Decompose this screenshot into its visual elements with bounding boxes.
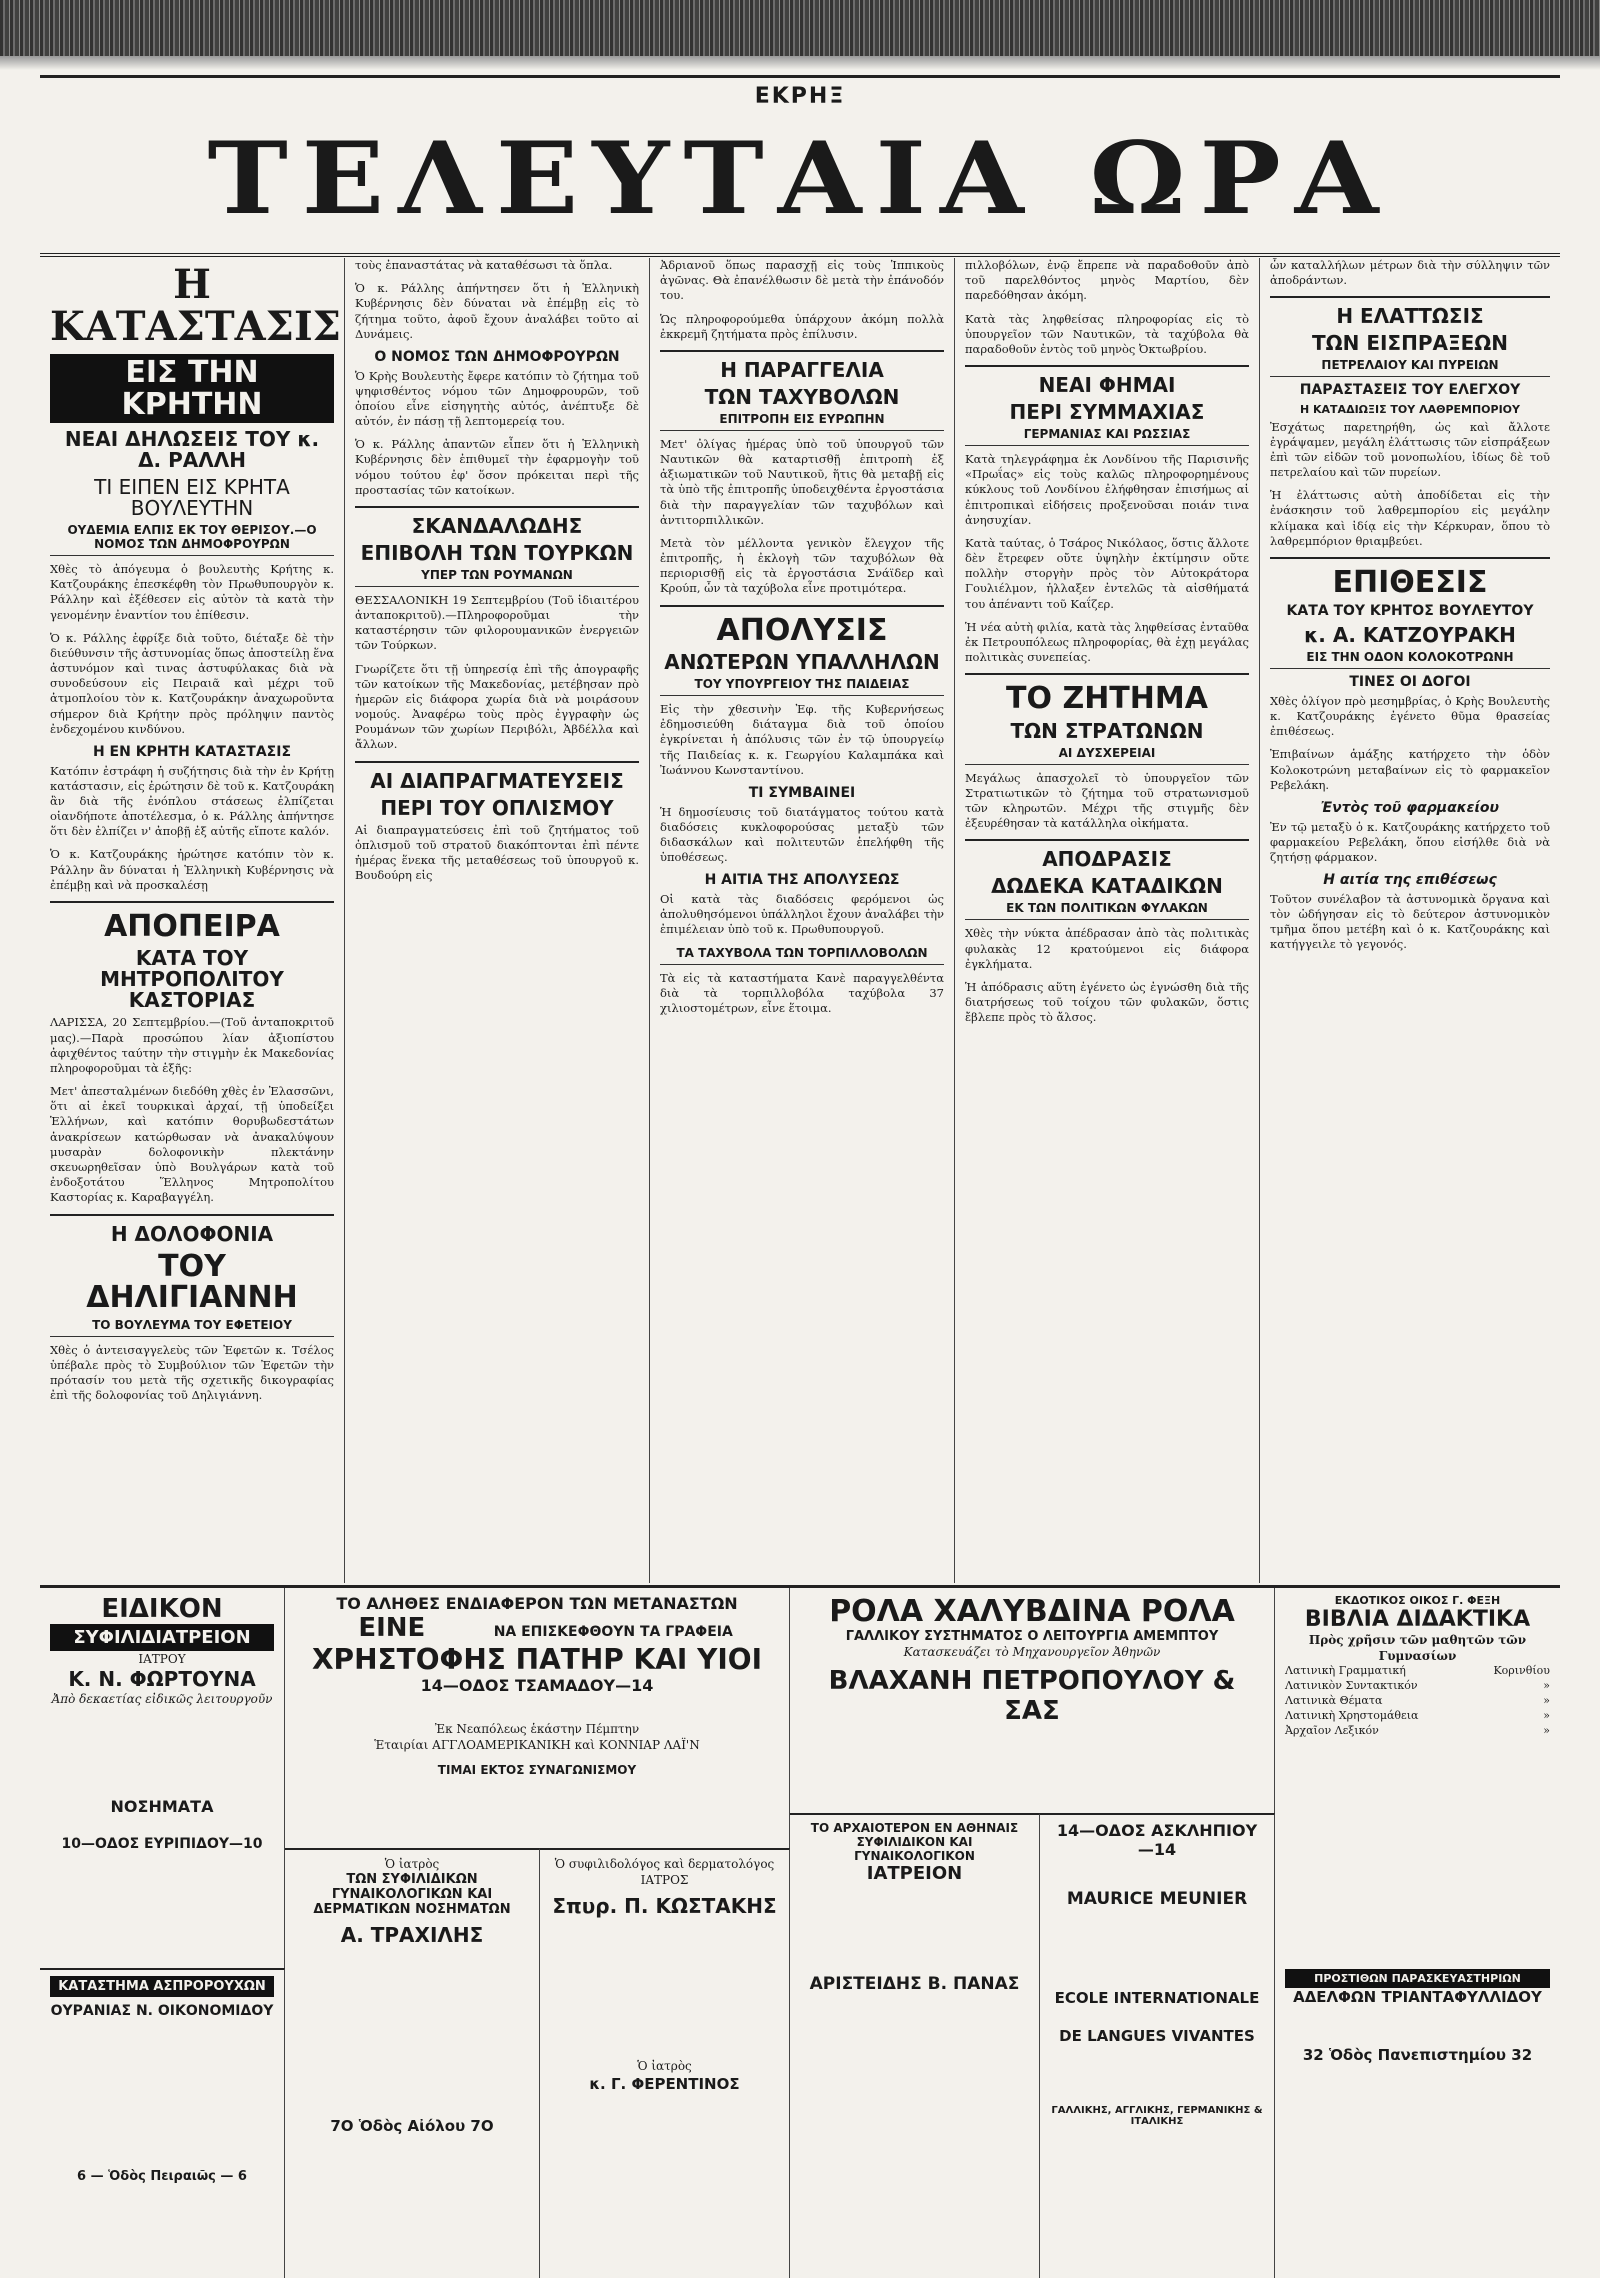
ad-address: 10—ΟΔΟΣ ΕΥΡΙΠΙΔΟΥ—10 <box>61 1836 263 1853</box>
divider <box>50 1214 334 1216</box>
subhead-en-kriti: Η ΕΝ ΚΡΗΤΗ ΚΑΤΑΣΤΑΣΙΣ <box>92 743 292 760</box>
article-paragraph: Ἡ ἀπόδρασις αὕτη ἐγένετο ὡς ἐγνώσθη διὰ τῆς διατρήσεως τοῦ τοίχου τῶν φυλακῶν, ὅστις ἔβλεπε πρὸς τὸ ἄλσος. <box>965 979 1249 1025</box>
article-paragraph: Χθὲς ὁ ἀντεισαγγελεὺς τῶν Ἐφετῶν κ. Τσέλος ὑπέβαλε πρὸς τὸ Συμβούλιον τῶν Ἐφετῶν τὴν πρότασίν του μετὰ τῆς σχετικῆς δικογραφίας ἐπὶ τῆς δολοφονίας τοῦ Δηλιγιάννη. <box>50 1342 334 1403</box>
ad-title: ΤΟ ΑΛΗΘΕΣ ΕΝΔΙΑΦΕΡΟΝ ΤΩΝ ΜΕΤΑΝΑΣΤΩΝ <box>336 1594 738 1613</box>
headline-diapragmateuseis: ΑΙ ΔΙΑΠΡΑΓΜΑΤΕΥΣΕΙΣ <box>370 768 624 793</box>
divider <box>1270 296 1550 298</box>
subhead-fylakon: ΕΚ ΤΩΝ ΠΟΛΙΤΙΚΩΝ ΦΥΛΑΚΩΝ <box>965 901 1249 920</box>
ad-line: ΙΑΤΡΟΥ <box>138 1652 186 1666</box>
ad-name: ΟΥΡΑΝΙΑΣ Ν. ΟΙΚΟΝΟΜΙΔΟΥ <box>50 2003 274 2019</box>
ad-subtitle: ΙΑΤΡΕΙΟΝ <box>866 1863 963 1884</box>
column-3 <box>650 258 955 1583</box>
ad-rola <box>790 1588 1275 1813</box>
subhead-odon: ΕΙΣ ΤΗΝ ΟΔΟΝ ΚΟΛΟΚΟΤΡΩΝΗ <box>1270 650 1550 669</box>
ad-feksis <box>1275 1588 1560 2278</box>
ad-address: 6 — Ὁδὸς Πειραιῶς — 6 <box>77 2169 247 2184</box>
ad-title: ΕΙΔΙΚΟΝ <box>101 1594 223 1624</box>
subhead-aitia-epitheseos: Η αιτία της επιθέσεως <box>1323 872 1497 889</box>
ad-name: Κ. Ν. ΦΩΡΤΟΥΝΑ <box>68 1667 256 1692</box>
paper-tear <box>0 56 1600 70</box>
ad-line: Ἐκ Νεαπόλεως ἑκάστην Πέμπτην <box>434 1722 640 1736</box>
subhead-farmakeiou: Ἐντὸς τοῦ φαρμακείου <box>1320 799 1499 816</box>
headline-oplismou: ΠΕΡΙ ΤΟΥ ΟΠΛΙΣΜΟΥ <box>380 795 614 820</box>
ad-address: 7Ο Ὁδὸς Αἰόλου 7Ο <box>330 2117 494 2136</box>
ad-line: Ὁ συφιλιδολόγος καὶ δερματολόγος ΙΑΤΡΟΣ <box>554 1857 775 1888</box>
book-title: Ἀρχαῖον Λεξικόν <box>1285 1723 1379 1737</box>
ad-syfilidiatreion <box>40 1588 285 1968</box>
divider <box>965 365 1249 367</box>
divider <box>965 673 1249 675</box>
ad-title: ΤΩΝ ΣΥΦΙΛΙΔΙΚΩΝ ΓΥΝΑΙΚΟΛΟΓΙΚΩΝ ΚΑΙ ΔΕΡΜΑΤΙΚΩΝ ΝΟΣΗΜΑΤΩΝ <box>313 1872 511 1918</box>
headline-epithesis: ΕΠΙΘΕΣΙΣ <box>1332 564 1488 600</box>
article-paragraph: ὧν καταλλήλων μέτρων διὰ τὴν σύλληψιν τῶν ἀποδράντων. <box>1270 258 1550 288</box>
book-item <box>1285 1724 1550 1739</box>
ad-address: 14—ΟΔΟΣ ΑΣΚΛΗΠΙΟΥ—14 <box>1056 1821 1258 1859</box>
ad-name: MAURICE MEUNIER <box>1066 1889 1248 1909</box>
ad-name: Α. ΤΡΑΧΙΛΗΣ <box>340 1923 484 1948</box>
article-paragraph: Ἐπιβαίνων ἁμάξης κατήρχετο τὴν ὁδὸν Κολοκοτρώνη μεταβαίνων εἰς τὸ φαρμακεῖον Ρεβελάκη. <box>1270 747 1550 792</box>
ad-subtitle: ΣΥΦΙΛΙΔΙΑΤΡΕΙΟΝ <box>50 1624 274 1651</box>
headline-ypallilon: ΑΝΩΤΕΡΩΝ ΥΠΑΛΛΗΛΩΝ <box>664 650 940 675</box>
column-1 <box>40 258 345 1583</box>
ad-name: ΧΡΗΣΤΟΦΗΣ ΠΑΤΗΡ ΚΑΙ ΥΙΟΙ <box>311 1643 763 1676</box>
subhead-ti-symvainei: ΤΙ ΣΥΜΒΑΙΝΕΙ <box>748 784 856 801</box>
subhead-therisos: ΟΥΔΕΜΙΑ ΕΛΠΙΣ ΕΚ ΤΟΥ ΘΕΡΙΣΟΥ.—Ο ΝΟΜΟΣ ΤΩΝ ΔΗΜΟΦΡΟΥΡΩΝ <box>50 523 334 556</box>
article-paragraph: Ἡ ἐλάττωσις αὐτὴ ἀποδίδεται εἰς τὴν ἐνάσκησιν τοῦ λαθρεμπορίου εἰς μεγάλην κλίμακα καὶ ἰδίᾳ εἰς τὴν Κέρκυραν, ὅπου τὸ λαθρεμπόριον θριαμβεύει. <box>1270 488 1550 548</box>
divider <box>965 839 1249 841</box>
article-paragraph: ΛΑΡΙΣΣΑ, 20 Σεπτεμβρίου.—(Τοῦ ἀνταποκριτοῦ μας).—Παρὰ προσώπου λίαν ἀξιοπίστου ἀφιχθέντος ταύτην τὴν στιγμὴν ἐκ Μακεδονίας πληροφοροῦμαι τὰ ἑξῆς: <box>50 1015 334 1075</box>
headline-diligianni: ΤΟΥ ΔΗΛΙΓΙΑΝΝΗ <box>86 1248 298 1316</box>
subhead-elegxou: ΠΑΡΑΣΤΑΣΕΙΣ ΤΟΥ ΕΛΕΓΧΟΥ <box>1299 382 1521 399</box>
headline-katzouraki: κ. Α. ΚΑΤΖΟΥΡΑΚΗ <box>1304 623 1516 648</box>
headline-katastasis: Η ΚΑΤΑΣΤΑΣΙΣ <box>50 261 341 350</box>
headline-ti-eipen: ΤΙ ΕΙΠΕΝ ΕΙΣ ΚΡΗΤΑ ΒΟΥΛΕΥΤΗΝ <box>94 475 290 520</box>
ad-name: ΑΡΙΣΤΕΙΔΗΣ Β. ΠΑΝΑΣ <box>809 1974 1020 1994</box>
book-title: Λατινικὰ Θέματα <box>1285 1694 1383 1708</box>
ad-line: Ἀπὸ δεκαετίας εἰδικῶς λειτουργοῦν <box>51 1692 273 1707</box>
headline-katadikon: ΔΩΔΕΚΑ ΚΑΤΑΔΙΚΩΝ <box>991 874 1223 899</box>
divider <box>355 761 639 763</box>
book-author: » <box>1543 1708 1550 1722</box>
divider <box>50 901 334 903</box>
article-paragraph: Εἰς τὴν χθεσινὴν Ἐφ. τῆς Κυβερνήσεως ἐδημοσιεύθη διάταγμα διὰ τοῦ ὁποίου ἐγκρίνεται ἡ ἀπόλυσις τῶν ἐν τῷ ὑπουργείῳ τῆς Παιδείας κ. κ. Γεωργίου Καλαμπάκα καὶ Ἰωάννου Κωνσταντίνου. <box>660 702 944 777</box>
ad-line: Ἑταιρίαι ΑΓΓΛΟΑΜΕΡΙΚΑΝΙΚΗ καὶ ΚΟΝΝΙΑΡ ΛΑΪ'Ν <box>374 1738 700 1753</box>
ad-name: ΑΔΕΛΦΩΝ ΤΡΙΑΝΤΑΦΥΛΛΙΔΟΥ <box>1293 1987 1542 2006</box>
ad-meunier <box>1040 1813 1275 2278</box>
headline-kriti: ΕΙΣ ΤΗΝ ΚΡΗΤΗΝ <box>50 354 334 423</box>
article-paragraph: Κατὰ ταύτας, ὁ Τσάρος Νικόλαος, ὅστις ἄλλοτε δὲν ἔτρεφεν οὔτε ὑψηλὴν ἐκτίμησιν οὔτε πολλὴν στοργὴν πρὸς τὸν Αὐτοκράτορα Γουλιέλμον, ἡλλαξεν ἐντελῶς τὰ αἰσθήματά του ἀπέναντι τοῦ Καΐζερ. <box>965 535 1249 611</box>
ad-school: ECOLE INTERNATIONALE <box>1054 1989 1260 2007</box>
column-2 <box>345 258 650 1583</box>
headline-eispraxeon: ΤΩΝ ΕΙΣΠΡΑΞΕΩΝ <box>1311 331 1509 356</box>
article-paragraph: Ἐσχάτως παρετηρήθη, ὡς καὶ ἄλλοτε ἐγράψαμεν, μεγάλη ἐλάττωσις τῶν εἰσπράξεων ἐπὶ τῶν εἰδῶν τοῦ μονοπωλίου, ἰδίως δὲ τοῦ πετρελαίου καὶ τῶν πυρείων. <box>1270 419 1550 480</box>
article-paragraph: Μεγάλως ἀπασχολεῖ τὸ ὑπουργεῖον τῶν Στρατιωτικῶν τὸ ζήτημα τοῦ στρατωνισμοῦ τῶν κληρωτῶν. Μέχρι τῆς στιγμῆς δὲν ἐξευρέθησαν τὰ κατάλληλα οἰκήματα. <box>965 770 1249 831</box>
torn-top-edge <box>0 0 1600 60</box>
article-paragraph: Ἀδριανοῦ ὅπως παρασχῇ εἰς τοὺς Ἱππικοὺς ἀγῶνας. Θὰ ἐπανέλθωσιν δὲ μετὰ τὴν ἐπάνοδόν του. <box>660 258 944 303</box>
subhead-aitia: Η ΑΙΤΙΑ ΤΗΣ ΑΠΟΛΥΣΕΩΣ <box>704 872 900 889</box>
headline-zitima: ΤΟ ΖΗΤΗΜΑ <box>1006 681 1208 717</box>
article-paragraph: Ἐν τῷ μεταξὺ ὁ κ. Κατζουράκης κατήρχετο τοῦ φαρμακείου Ρεβελάκη, ὅπου εἰσήλθε διὰ νὰ ζητήσῃ φάρμακον. <box>1270 819 1550 864</box>
headline-dolofonia: Η ΔΟΛΟΦΟΝΙΑ <box>110 1221 274 1246</box>
ad-traxilis <box>285 1848 540 2278</box>
article-paragraph: Ὁ κ. Κατζουράκης ἠρώτησε κατόπιν τὸν κ. Ράλλην ἂν δύναται ἡ Ἑλληνικὴ Κυβέρνησις νὰ ἐπέμβῃ καὶ νὰ προσκαλέσῃ <box>50 847 334 892</box>
article-paragraph: Χθὲς ὀλίγον πρὸ μεσημβρίας, ὁ Κρὴς Βουλευτὴς κ. Κατζουράκης ἐγένετο θῦμα θρασείας ἐπιθέσεως. <box>1270 693 1550 739</box>
ad-kostakis <box>540 1848 790 2278</box>
ad-subtitle: ΓΑΛΛΙΚΟΥ ΣΥΣΤΗΜΑΤΟΣ Ο ΛΕΙΤΟΥΡΓΙΑ ΑΜΕΜΠΤΟΥ <box>845 1629 1219 1644</box>
article-paragraph: Ὁ Κρὴς Βουλευτὴς ἔφερε κατόπιν τὸ ζήτημα τοῦ ψηφισθέντος νόμου τῶν Δημοφρουρῶν, τοῦ ὁποίου εἶνε εἰσηγητὴς αὐτός, ἀνέπτυξε δὲ αὐτόν, ἐν πάσῃ τῇ λεπτομερείᾳ του. <box>355 368 639 429</box>
book-item <box>1285 1664 1550 1679</box>
ad-school: DE LANGUES VIVANTES <box>1059 2027 1255 2045</box>
article-paragraph: Ὁ κ. Ράλλης ἐφρίξε διὰ τοῦτο, διέταξε δὲ τὴν διεύθυνσιν τῆς ἀστυνομίας ὅπως ἀποστείλῃ ἕνα ἀστυνόμον καὶ τινας ἀστυφύλακας διὰ νὰ συνοδεύσουν εἰς Πειραιᾶ καὶ μέχρι τοῦ ἀτμοπλοίου τὸν κ. Κατζουράκην ἀναχωροῦντα σήμερον διὰ Κρήτην πρὸς πρόληψιν παντὸς ἐνδεχομένου κινδύνου. <box>50 630 335 736</box>
book-item <box>1285 1679 1550 1694</box>
masthead <box>40 75 1560 257</box>
ad-title: ΤΟ ΑΡΧΑΙΟΤΕΡΟΝ ΕΝ ΑΘΗΝΑΙΣ ΣΥΦΙΛΙΔΙΚΟΝ ΚΑΙ ΓΥΝΑΙΚΟΛΟΓΙΚΟΝ <box>810 1821 1019 1863</box>
divider <box>355 506 639 508</box>
article-paragraph: Ἡ νέα αὐτὴ φιλία, κατὰ τὰς ληφθείσας ἐνταῦθα ἐκ Πετρουπόλεως πληροφορίας, θὰ ἐχῃ μεγάλας πολιτικὰς συνεπείας. <box>965 619 1249 665</box>
book-title: Λατινικὴ Χρηστομάθεια <box>1285 1708 1419 1722</box>
ad-line: Πρὸς χρῆσιν τῶν μαθητῶν τῶν Γυμνασίων <box>1308 1633 1527 1664</box>
subhead-logoi: ΤΙΝΕΣ ΟΙ ΔΟΓΟΙ <box>1349 674 1471 691</box>
article-paragraph: Γνωρίζετε ὅτι τῇ ὑπηρεσίᾳ ἐπὶ τῆς ἀπογραφῆς τῶν κατοίκων τῆς Μακεδονίας, μετέβησαν πρὸ ἡμερῶν εἰς διάφορα χωρία διὰ νὰ μοιράσουν νομούς. Ἀναφέρω τοὺς πρὸς ἐγγραφὴν ὡς Ρουμάνων τῶν χωρίων Περιβόλι, Ἀβδέλλα καὶ ἄλλων. <box>355 661 639 752</box>
article-paragraph: τοὺς ἐπαναστάτας νὰ καταθέσωσι τὰ ὅπλα. <box>355 258 613 272</box>
headline-vouleutou: ΚΑΤΑ ΤΟΥ ΚΡΗΤΟΣ ΒΟΥΛΕΥΤΟΥ <box>1286 603 1534 620</box>
article-paragraph: Κατὰ τηλεγράφημα ἐκ Λονδίνου τῆς Παρισινῆς «Πρωΐας» εἰς τοὺς καλῶς πληροφορημένους κύκλους τοῦ Λονδίνου ἐλήφθησαν ἐπισήμως αἱ ἐπιτροπικαὶ εἰδήσεις προξενοῦσαι ποιάν τινα ἀνησυχίαν. <box>965 452 1249 527</box>
headline-dilwseis: ΝΕΑΙ ΔΗΛΩΣΕΙΣ ΤΟΥ κ. Δ. ΡΑΛΛΗ <box>64 427 320 472</box>
headline-apopeira: ΑΠΟΠΕΙΡΑ <box>104 908 280 944</box>
headline-apolysis: ΑΠΟΛΥΣΙΣ <box>716 612 888 648</box>
headline-skandalwdis: ΣΚΑΝΔΑΛΩΔΗΣ <box>411 513 583 538</box>
headline-elattosis: Η ΕΛΑΤΤΩΣΙΣ <box>1336 304 1484 329</box>
ad-name: Σπυρ. Π. ΚΩΣΤΑΚΗΣ <box>552 1894 777 1919</box>
article-paragraph: Οἱ κατὰ τὰς διαδόσεις φερόμενοι ὡς ἀπολυθησόμενοι ὑπάλληλοι ἔχουν ἀναλάβει τὴν ἐπιμέλειαν ὑπὸ τοῦ κ. Πρωθυπουργοῦ. <box>660 892 944 937</box>
ad-title: ΠΡΟΣΤΙΘΩΝ ΠΑΡΑΣΚΕΥΑΣΤΗΡΙΩΝ <box>1285 1969 1550 1988</box>
book-author: » <box>1543 1723 1550 1737</box>
subhead-vouleuma: ΤΟ ΒΟΥΛΕΥΜΑ ΤΟΥ ΕΦΕΤΕΙΟΥ <box>50 1318 334 1337</box>
headline-mitropolitou: ΚΑΤΑ ΤΟΥ ΜΗΤΡΟΠΟΛΙΤΟΥ ΚΑΣΤΟΡΙΑΣ <box>100 946 284 1013</box>
headline-stratonon: ΤΩΝ ΣΤΡΑΤΩΝΩΝ <box>1010 718 1204 743</box>
headline-paraggelia: Η ΠΑΡΑΓΓΕΛΙΑ <box>720 357 884 382</box>
ad-asprorouxon <box>40 1968 285 2278</box>
article-paragraph: Τοῦτον συνέλαβον τὰ ἀστυνομικὰ ὄργανα καὶ τὸν ὡδήγησαν εἰς τὸ δεύτερον ἀστυνομικὸν τμῆμα ὅπου μετέβη καὶ ὁ κ. Κατζουράκης καὶ κατήγγειλε τὸ γεγονός. <box>1270 891 1550 952</box>
article-paragraph: Κατὰ τὰς ληφθείσας πληροφορίας εἰς τὸ ὑπουργεῖον τῶν Ναυτικῶν, τὰ ταχύβολα θὰ παραδοθοῦν ἐντὸς τοῦ μηνὸς Ὀκτωβρίου. <box>965 311 1249 356</box>
ad-line: ΝΟΣΗΜΑΤΑ <box>110 1797 214 1817</box>
ad-title: ΚΑΤΑΣΤΗΜΑ ΑΣΠΡΟΡΟΥΧΩΝ <box>50 1976 274 1997</box>
ad-name: κ. Γ. ΦΕΡΕΝΤΙΝΟΣ <box>589 2074 740 2093</box>
book-author: Κορινθίου <box>1493 1664 1550 1678</box>
ad-line: Κατασκευάζει τὸ Μηχανουργεῖον Ἀθηνῶν <box>903 1645 1161 1659</box>
article-paragraph: Κατόπιν ἐστράφη ἡ συζήτησις διὰ τὴν ἐν Κρήτῃ κατάστασιν, εἰς ἐρώτησιν δὲ τοῦ κ. Κατζουράκη ἂν διὰ τῆς ἐνόπλου στάσεως ἐλπίζεται οἱανδήποτε ἀποτέλεσμα, ὁ κ. Ράλλης ἀπήντησε ὅτι δὲν ἐλπίζει ν' ἀποβῇ ἐξ αὐτῆς εἴποτε καλόν. <box>50 763 334 839</box>
article-paragraph: Χθὲς τὴν νύκτα ἀπέδρασαν ἀπὸ τὰς πολιτικὰς φυλακὰς 12 κρατούμενοι εἰς διάφορα ἐγκλήματα. <box>965 926 1249 971</box>
ad-address: 14—ΟΔΟΣ ΤΣΑΜΑΔΟΥ—14 <box>420 1676 654 1695</box>
headline-apodrasis: ΑΠΟΔΡΑΣΙΣ <box>1042 847 1172 872</box>
article-paragraph: Ὁ κ. Ράλλης ἀπήντησεν ὅτι ἡ Ἑλληνικὴ Κυβέρνησις δὲν δύναται νὰ ἐπέμβῃ εἰς τὸ ζήτημα τοῦτο, ἀφοῦ ἔχουν ἀναλάβει τοῦτο αἱ Δυνάμεις. <box>355 281 639 341</box>
ad-title: ΡΟΛΑ ΧΑΛΥΒΔΙΝΑ ΡΟΛΑ <box>829 1594 1235 1629</box>
advertisements-section <box>40 1585 1560 2278</box>
book-author: » <box>1543 1679 1550 1693</box>
ad-languages: ΓΑΛΛΙΚΗΣ, ΑΓΓΛΙΚΗΣ, ΓΕΡΜΑΝΙΚΗΣ & ΙΤΑΛΙΚΗΣ <box>1051 2105 1263 2127</box>
subhead-petrelaiou: ΠΕΤΡΕΛΑΙΟΥ ΚΑΙ ΠΥΡΕΙΩΝ <box>1270 358 1550 377</box>
headline-neai-fimai: ΝΕΑΙ ΦΗΜΑΙ <box>1038 373 1176 398</box>
headline-epivoli: ΕΠΙΒΟΛΗ ΤΩΝ ΤΟΥΡΚΩΝ <box>360 540 634 565</box>
book-title: Λατινικὸν Συντακτικόν <box>1285 1679 1418 1693</box>
ad-eine: ΕΙΝΕ <box>358 1613 426 1643</box>
edition-label: ΕΚΡΗΞ <box>754 84 846 109</box>
ad-name: ΒΛΑΧΑΝΗ ΠΕΤΡΟΠΟΥΛΟΥ & ΣΑΣ <box>828 1666 1236 1727</box>
article-paragraph: Αἱ διαπραγματεύσεις ἐπὶ τοῦ ζητήματος τοῦ ὁπλισμοῦ τοῦ στρατοῦ διακόπτονται ἐπὶ πέντε ἡμέρας ἕνεκα τῆς μεταθέσεως τοῦ ὑπουργοῦ κ. Βουδούρη εἰς <box>355 822 639 883</box>
subhead-germanias: ΓΕΡΜΑΝΙΑΣ ΚΑΙ ΡΩΣΣΙΑΣ <box>965 427 1249 446</box>
column-5 <box>1260 258 1560 1583</box>
book-author: » <box>1543 1694 1550 1708</box>
subhead-dyschereiai: ΑΙ ΔΥΣΧΕΡΕΙΑΙ <box>965 746 1249 765</box>
divider <box>660 350 944 352</box>
article-paragraph: Μετ' ἀπεσταλμένων διεδόθη χθὲς ἐν Ἐλασσῶνι, ὅτι αἱ ἐκεῖ τουρκικαὶ ἀρχαί, τῇ ὑποδείξει Ἑλλήνων, καὶ κατόπιν θορυβωδεστάτων ἀνακρίσεων κατώρθωσαν νὰ ἀνακαλύψουν μυσαρὰν δολοφονικὴν πλεκτάνην σκευωρηθεῖσαν ὑπὸ Βουλγάρων κατὰ τοῦ ἐνδοξοτάτου Ἕλληνος Μητροπολίτου Καστορίας κ. Καραβαγγέλη. <box>50 1084 334 1205</box>
ad-side: ΝΑ ΕΠΙΣΚΕΦΘΟΥΝ ΤΑ ΓΡΑΦΕΙΑ <box>493 1624 733 1640</box>
book-title: Λατινικὴ Γραμματική <box>1285 1664 1406 1678</box>
ad-xristofis <box>285 1588 790 1848</box>
ad-line: Ὁ ἰατρὸς <box>384 1857 440 1871</box>
article-paragraph: Ὡς πληροφορούμεθα ὑπάρχουν ἀκόμη πολλὰ ἐκκρεμῆ ζητήματα πρὸς ἐπίλυσιν. <box>660 311 944 341</box>
article-paragraph: Ὁ κ. Ράλλης ἀπαντῶν εἶπεν ὅτι ἡ Ἑλληνικὴ Κυβέρνησις δὲν ἐπιθυμεῖ τὴν ἐφαρμογὴν τοῦ νόμου τούτου ἐφ' ὅσον πρόκειται περὶ τῆς προστασίας τῶν κατοίκων. <box>355 437 639 497</box>
headline-taxyvolon: ΤΩΝ ΤΑΧΥΒΟΛΩΝ <box>704 384 900 409</box>
newspaper-title: ΤΕΛΕΥΤΑΙΑ ΩΡΑ <box>207 121 1393 237</box>
article-paragraph: ΘΕΣΣΑΛΟΝΙΚΗ 19 Σεπτεμβρίου (Τοῦ ἰδιαιτέρου ἀνταποκριτοῦ).—Πληροφοροῦμαι τὴν καταστέρησιν τῶν φιλορουμανικῶν ἐνεργειῶν τῶν Τούρκων. <box>355 592 639 653</box>
ad-panas <box>790 1813 1040 2278</box>
ad-line: Ὁ ἰατρὸς <box>637 2059 692 2074</box>
column-4 <box>955 258 1260 1583</box>
headline-symmaxias: ΠΕΡΙ ΣΥΜΜΑΧΙΑΣ <box>1009 400 1205 425</box>
subhead-epitropi: ΕΠΙΤΡΟΠΗ ΕΙΣ ΕΥΡΩΠΗΝ <box>660 412 944 431</box>
book-item <box>1285 1694 1550 1709</box>
subhead-paideias: ΤΟΥ ΥΠΟΥΡΓΕΙΟΥ ΤΗΣ ΠΑΙΔΕΙΑΣ <box>660 677 944 696</box>
article-paragraph: Μετ' ὀλίγας ἡμέρας ὑπὸ τοῦ ὑπουργοῦ τῶν Ναυτικῶν θὰ καταρτισθῇ ἐπιτροπὴ ἐξ ἀξιωματικῶν τοῦ Ναυτικοῦ, ἥτις θὰ μεταβῇ εἰς τὰ ὑπὸ τῆς ἐπιτροπῆς ὑποδειχθέντα ἐργοστάσια διὰ τὴν παραγγελίαν τῶν ταχυβόλων καὶ ἀντιτορπιλλικῶν. <box>660 436 944 527</box>
ad-subtitle: ΒΙΒΛΙΑ ΔΙΔΑΚΤΙΚΑ <box>1304 1607 1531 1632</box>
ad-line: ΤΙΜΑΙ ΕΚΤΟΣ ΣΥΝΑΓΩΝΙΣΜΟΥ <box>437 1763 637 1778</box>
book-list <box>1285 1664 1550 1738</box>
subhead-lathremporiou: Η ΚΑΤΑΔΙΩΞΙΣ ΤΟΥ ΛΑΘΡΕΜΠΟΡΙΟΥ <box>1299 403 1520 417</box>
article-paragraph: Ἡ δημοσίευσις τοῦ διατάγματος τούτου κατὰ διαδόσεις κυκλοφορούσας μεταξὺ τῶν διδασκάλων καὶ πολιτευτῶν ἐπελήφθη τῆς ὑποθέσεως. <box>660 804 944 865</box>
article-paragraph: Τὰ εἰς τὰ καταστήματα Κανὲ παραγγελθέντα διὰ τὰ τορπιλλοβόλα ταχύβολα 37 χιλιοστομέτρων, εἶνε ἕτοιμα. <box>660 970 944 1015</box>
ad-title: ΕΚΔΟΤΙΚΟΣ ΟΙΚΟΣ Γ. ΦΕΞΗ <box>1334 1594 1501 1607</box>
divider <box>1270 557 1550 559</box>
subhead-nomos: Ο ΝΟΜΟΣ ΤΩΝ ΔΗΜΟΦΡΟΥΡΩΝ <box>374 348 620 365</box>
article-paragraph: πιλλοβόλων, ἐνῷ ἔπρεπε νὰ παραδοθοῦν ἀπὸ τοῦ παρελθόντος μηνὸς Μαρτίου, δὲν παρεδόθησαν ἀκόμη. <box>965 258 1249 303</box>
divider <box>660 605 944 607</box>
subhead-roumanon: ΥΠΕΡ ΤΩΝ ΡΟΥΜΑΝΩΝ <box>355 568 639 587</box>
ad-address: 32 Ὁδὸς Πανεπιστημίου 32 <box>1302 2045 1533 2064</box>
subhead-torpillovolon: ΤΑ ΤΑΧΥΒΟΛΑ ΤΩΝ ΤΟΡΠΙΛΛΟΒΟΛΩΝ <box>660 946 944 965</box>
article-paragraph: Μετὰ τὸν μέλλοντα γενικὸν ἔλεγχον τῆς ἐπιτροπῆς, ἡ ἐκλογὴ τῶν ταχυβόλων θὰ περιορισθῇ εἰς τὰ ἐργοστάσια Σνάϊδερ καὶ Κρούπ, ὧν τὰ ταχύβολα εἶνε προτιμότερα. <box>660 535 944 596</box>
book-item <box>1285 1709 1550 1724</box>
article-paragraph: Χθὲς τὸ ἀπόγευμα ὁ βουλευτὴς Κρήτης κ. Κατζουράκης ἐπεσκέφθη τὸν Πρωθυπουργὸν κ. Ράλλην καὶ ἐξέθεσεν εἰς αὐτὸν τὰ κατὰ τὴν γενομένην ἐναντίον του ἐπίθεσιν. <box>50 562 334 622</box>
